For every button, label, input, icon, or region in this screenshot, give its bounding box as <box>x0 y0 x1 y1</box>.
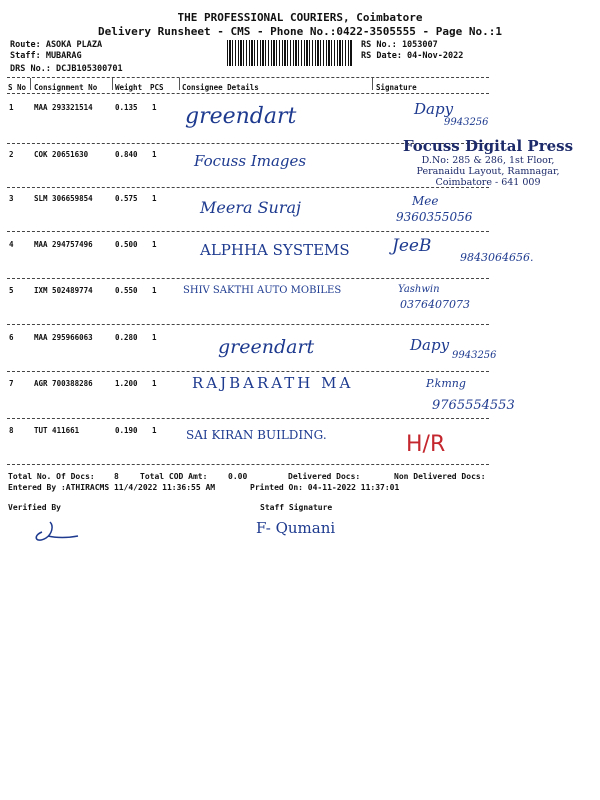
signature-handwriting: P.kmng <box>426 377 466 390</box>
signature-handwriting: Dapy <box>414 100 454 118</box>
signature-handwriting: H/R <box>406 432 446 457</box>
row-consignment: MAA 294757496 <box>34 240 93 249</box>
phone-handwriting: 9943256 <box>444 117 489 128</box>
consignee-handwriting: SHIV SAKTHI AUTO MOBILES <box>183 285 342 296</box>
route: Route: ASOKA PLAZA <box>10 40 103 50</box>
row-consignment: AGR 700388286 <box>34 379 93 388</box>
row-pcs: 1 <box>152 103 157 112</box>
drs-number: DRS No.: DCJB105300701 <box>10 64 123 74</box>
barcode <box>227 40 353 66</box>
signature-handwriting: Mee <box>412 194 439 208</box>
row-consignment: IXM 502489774 <box>34 286 93 295</box>
row-weight: 0.575 <box>115 194 138 203</box>
col-pcs: PCS <box>150 83 164 92</box>
consignee-handwriting: greendart <box>185 104 297 129</box>
rs-number: RS No.: 1053007 <box>361 40 438 50</box>
header-rule-bottom <box>7 93 489 94</box>
row-sno: 6 <box>9 333 14 342</box>
rs-date: RS Date: 04-Nov-2022 <box>361 51 464 61</box>
staff-signature-label: Staff Signature <box>260 503 333 512</box>
phone-handwriting: 9943256 <box>452 350 497 361</box>
row-pcs: 1 <box>152 240 157 249</box>
phone-handwriting: 9765554553 <box>432 398 515 413</box>
row-rule <box>7 231 489 232</box>
row-weight: 0.135 <box>115 103 138 112</box>
staff-signature-handwriting: F- Qumani <box>256 519 336 537</box>
phone-handwriting: 0376407073 <box>400 298 470 311</box>
col-signature: Signature <box>376 83 417 92</box>
runsheet-subtitle: Delivery Runsheet - CMS - Phone No.:0422-3505555 - Page No.:1 <box>98 25 502 38</box>
row-weight: 0.500 <box>115 240 138 249</box>
row-rule <box>7 187 489 188</box>
entered-by: Entered By :ATHIRACMS 11/4/2022 11:36:55 AM <box>8 483 216 492</box>
row-pcs: 1 <box>152 286 157 295</box>
row-rule <box>7 371 489 372</box>
col-divider <box>30 78 31 90</box>
row-sno: 3 <box>9 194 14 203</box>
total-cod: 0.00 <box>228 472 248 481</box>
row-weight: 1.200 <box>115 379 138 388</box>
row-sno: 5 <box>9 286 14 295</box>
delivered-docs: Delivered Docs: <box>288 472 361 481</box>
total-docs-label: Total No. Of Docs: <box>8 472 95 481</box>
consignee-handwriting: Meera Suraj <box>200 198 302 217</box>
row-rule <box>7 418 489 419</box>
row-sno: 8 <box>9 426 14 435</box>
non-delivered-docs: Non Delivered Docs: <box>394 472 486 481</box>
row-sno: 2 <box>9 150 14 159</box>
total-docs: 8 <box>114 472 119 481</box>
row-sno: 1 <box>9 103 14 112</box>
row-consignment: COK 20651630 <box>34 150 89 159</box>
total-cod-label: Total COD Amt: <box>140 472 208 481</box>
verifier-signature <box>28 516 80 544</box>
col-consignee: Consignee Details <box>182 83 259 92</box>
phone-handwriting: 9843064656. <box>460 251 534 264</box>
printed-on: Printed On: 04-11-2022 11:37:01 <box>250 483 400 492</box>
verified-by-label: Verified By <box>8 503 61 512</box>
consignee-handwriting: SAI KIRAN BUILDING. <box>186 428 327 442</box>
row-weight: 0.840 <box>115 150 138 159</box>
row-consignment: MAA 295966063 <box>34 333 93 342</box>
col-consignment: Consignment No <box>34 83 98 92</box>
col-sno: S No <box>8 83 27 92</box>
company-title: THE PROFESSIONAL COURIERS, Coimbatore <box>177 11 423 24</box>
row-rule <box>7 278 489 279</box>
row-sno: 7 <box>9 379 14 388</box>
company-stamp <box>388 137 588 188</box>
stamp-address-1: D.No: 285 & 286, 1st Floor, <box>421 155 555 166</box>
col-divider <box>179 78 180 90</box>
header-rule-top <box>7 77 489 78</box>
signature-handwriting: Yashwin <box>398 284 440 295</box>
row-pcs: 1 <box>152 333 157 342</box>
table-bottom-rule <box>7 464 489 465</box>
stamp-name: Focuss Digital Press <box>402 137 574 155</box>
row-weight: 0.550 <box>115 286 138 295</box>
row-consignment: SLM 306659854 <box>34 194 93 203</box>
signature-handwriting: Dapy <box>410 336 450 354</box>
stamp-address-2: Peranaidu Layout, Ramnagar, <box>416 166 560 177</box>
row-rule <box>7 324 489 325</box>
row-sno: 4 <box>9 240 14 249</box>
stamp-address-3: Coimbatore - 641 009 <box>435 177 541 188</box>
consignee-handwriting: greendart <box>218 336 315 358</box>
row-pcs: 1 <box>152 379 157 388</box>
consignee-handwriting: Focuss Images <box>194 152 307 170</box>
signature-handwriting: JeeB <box>392 236 432 256</box>
staff: Staff: MUBARAG <box>10 51 82 61</box>
col-divider <box>112 78 113 90</box>
row-pcs: 1 <box>152 194 157 203</box>
row-consignment: TUT 411661 <box>34 426 80 435</box>
row-pcs: 1 <box>152 150 157 159</box>
col-divider <box>372 78 373 90</box>
consignee-handwriting: RAJBARATH MA <box>192 374 354 392</box>
consignee-handwriting: ALPHHA SYSTEMS <box>200 241 350 259</box>
row-weight: 0.280 <box>115 333 138 342</box>
row-weight: 0.190 <box>115 426 138 435</box>
row-consignment: MAA 293321514 <box>34 103 93 112</box>
phone-handwriting: 9360355056 <box>396 210 473 224</box>
row-pcs: 1 <box>152 426 157 435</box>
col-weight: Weight <box>115 83 143 92</box>
